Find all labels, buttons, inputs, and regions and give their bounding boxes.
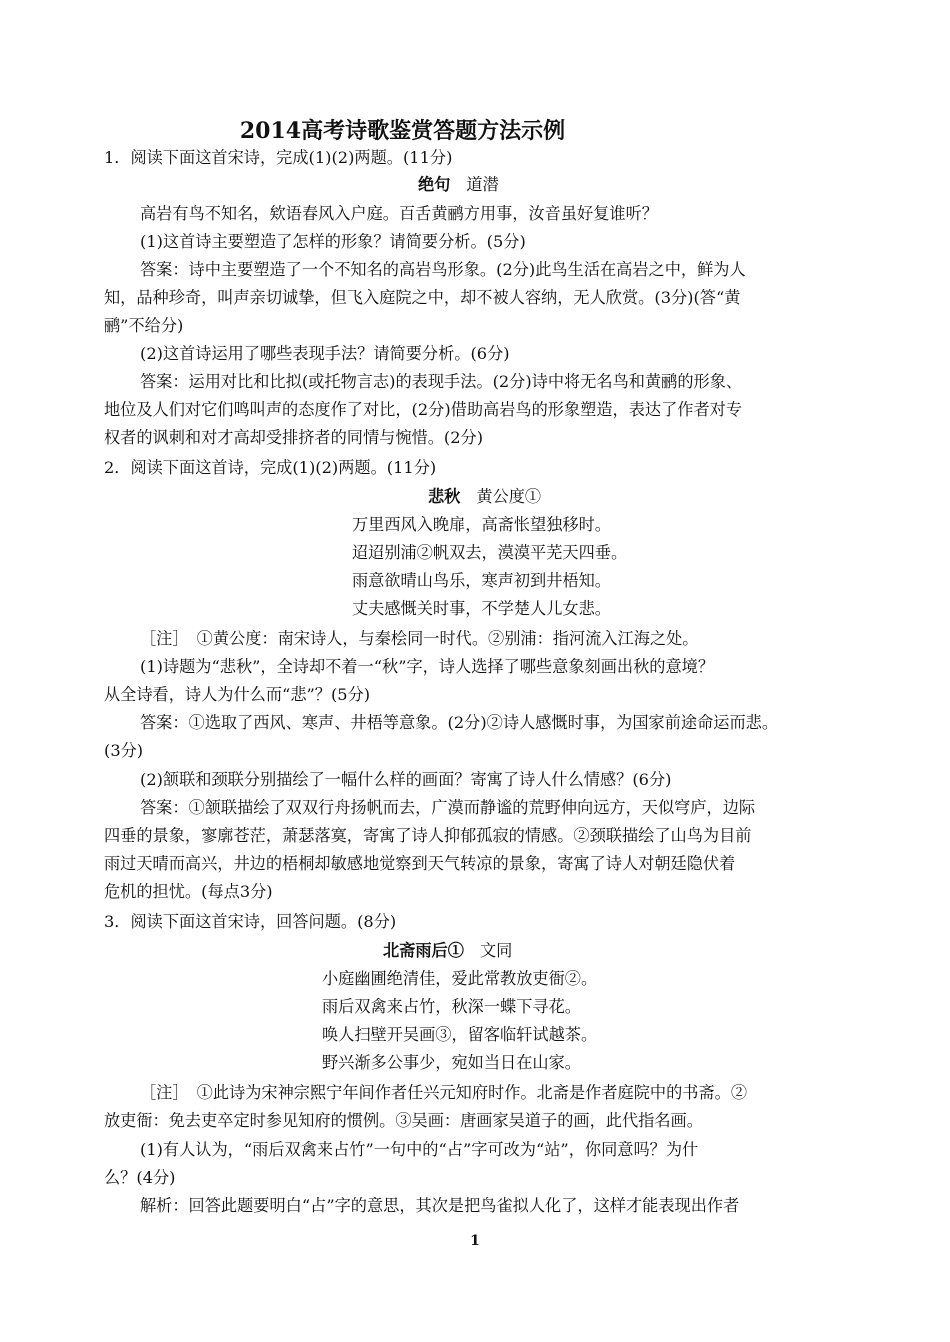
q2-poem-line: 迢迢别浦②帆双去，漠漠平芜天四垂。 <box>352 543 628 562</box>
q3-poem-author: 文同 <box>479 941 513 960</box>
q3-stem: 3．阅读下面这首宋诗，回答问题。(8分) <box>104 912 397 931</box>
q2-poem-heading <box>428 486 541 508</box>
q2-ans2-line: 危机的担忧。(每点3分) <box>104 882 273 901</box>
q2-poem-title: 悲秋 <box>428 487 461 506</box>
q2-poem-line: 丈夫感慨关时事，不学楚人儿女悲。 <box>352 599 611 618</box>
q1-poem-heading <box>418 174 499 196</box>
q2-ans1-line: 答案：①选取了西风、寒声、井梧等意象。(2分)②诗人感慨时事，为国家前途命运而悲。 <box>140 713 779 732</box>
q1-ans1-line: 鹂”不给分) <box>104 316 184 335</box>
q3-poem-title: 北斋雨后① <box>383 941 464 960</box>
q2-sub1-line: 从全诗看，诗人为什么而“悲”？(5分) <box>104 685 371 704</box>
q1-ans2-line: 地位及人们对它们鸣叫声的态度作了对比，(2分)借助高岩鸟的形象塑造，表达了作者对专 <box>104 400 743 419</box>
q2-ans2-line: 四垂的景象，寥廓苍茫，萧瑟落寞，寄寓了诗人抑郁孤寂的情感。②颈联描绘了山鸟为目前 <box>104 826 752 845</box>
q2-sub1-line: (1)诗题为“悲秋”，全诗却不着一“秋”字，诗人选择了哪些意象刻画出秋的意境？ <box>140 657 715 676</box>
page-title: 2014高考诗歌鉴赏答题方法示例 <box>239 118 566 144</box>
q2-sub2: (2)颔联和颈联分别描绘了一幅什么样的画面？寄寓了诗人什么情感？(6分) <box>140 770 672 789</box>
q1-ans2-line: 答案：运用对比和比拟(或托物言志)的表现手法。(2分)诗中将无名鸟和黄鹂的形象、 <box>140 372 743 391</box>
q1-sub1: (1)这首诗主要塑造了怎样的形象？请简要分析。(5分) <box>140 232 526 251</box>
q3-note-line: ［注］ ①此诗为宋神宗熙宁年间作者任兴元知府时作。北斋是作者庭院中的书斋。② <box>140 1083 748 1102</box>
q1-poem-title: 绝句 <box>418 175 451 194</box>
q3-poem-line: 唤人扫壁开吴画③，留客临轩试越茶。 <box>322 1025 598 1044</box>
q3-poem-line: 雨后双禽来占竹，秋深一蝶下寻花。 <box>322 997 581 1016</box>
q1-ans2-line: 权者的讽刺和对才高却受排挤者的同情与惋惜。(2分) <box>104 428 484 447</box>
q3-poem-line: 野兴渐多公事少，宛如当日在山家。 <box>322 1053 581 1072</box>
q3-poem-line: 小庭幽圃绝清佳，爱此常教放吏衙②。 <box>322 969 598 988</box>
q2-poem-author: 黄公度① <box>476 487 542 506</box>
q2-stem: 2．阅读下面这首诗，完成(1)(2)两题。(11分) <box>104 458 437 477</box>
q3-sub1-line: 么？(4分) <box>104 1168 176 1187</box>
page-number: 1 <box>470 1233 480 1249</box>
q3-analysis: 解析：回答此题要明白“占”字的意思，其次是把鸟雀拟人化了，这样才能表现出作者 <box>140 1196 740 1215</box>
q2-poem-line: 万里西风入晚扉，高斋怅望独移时。 <box>352 515 611 534</box>
q1-sub2: (2)这首诗运用了哪些表现手法？请简要分析。(6分) <box>140 344 510 363</box>
q3-poem-heading <box>383 940 512 962</box>
q2-note: ［注］ ①黄公度：南宋诗人，与秦桧同一时代。②别浦：指河流入江海之处。 <box>140 629 699 648</box>
q3-sub1-line: (1)有人认为，“雨后双禽来占竹”一句中的“占”字可改为“站”，你同意吗？为什 <box>140 1140 699 1159</box>
q2-ans2-line: 答案：①颔联描绘了双双行舟扬帆而去，广漠而静谧的荒野伸向远方，天似穹庐，边际 <box>140 798 756 817</box>
q3-note-line: 放吏衙：免去吏卒定时参见知府的惯例。③吴画：唐画家吴道子的画，此代指名画。 <box>104 1111 703 1130</box>
q1-stem: 1．阅读下面这首宋诗，完成(1)(2)两题。(11分) <box>104 148 453 167</box>
q1-poem-author: 道潜 <box>466 175 499 194</box>
q1-ans1-line: 答案：诗中主要塑造了一个不知名的高岩鸟形象。(2分)此鸟生活在高岩之中，鲜为人 <box>140 260 746 279</box>
q2-ans2-line: 雨过天晴而高兴，井边的梧桐却敏感地觉察到天气转凉的景象，寄寓了诗人对朝廷隐伏着 <box>104 854 736 873</box>
q2-poem-line: 雨意欲晴山鸟乐，寒声初到井梧知。 <box>352 571 611 590</box>
q2-ans1-line: (3分) <box>104 741 144 760</box>
q1-poem-text: 高岩有鸟不知名，欸语春风入户庭。百舌黄鹂方用事，汝音虽好复谁听？ <box>140 204 658 223</box>
q1-ans1-line: 知，品种珍奇，叫声亲切诚挚，但飞入庭院之中，却不被人容纳，无人欣赏。(3分)(答“黄 <box>104 288 741 307</box>
